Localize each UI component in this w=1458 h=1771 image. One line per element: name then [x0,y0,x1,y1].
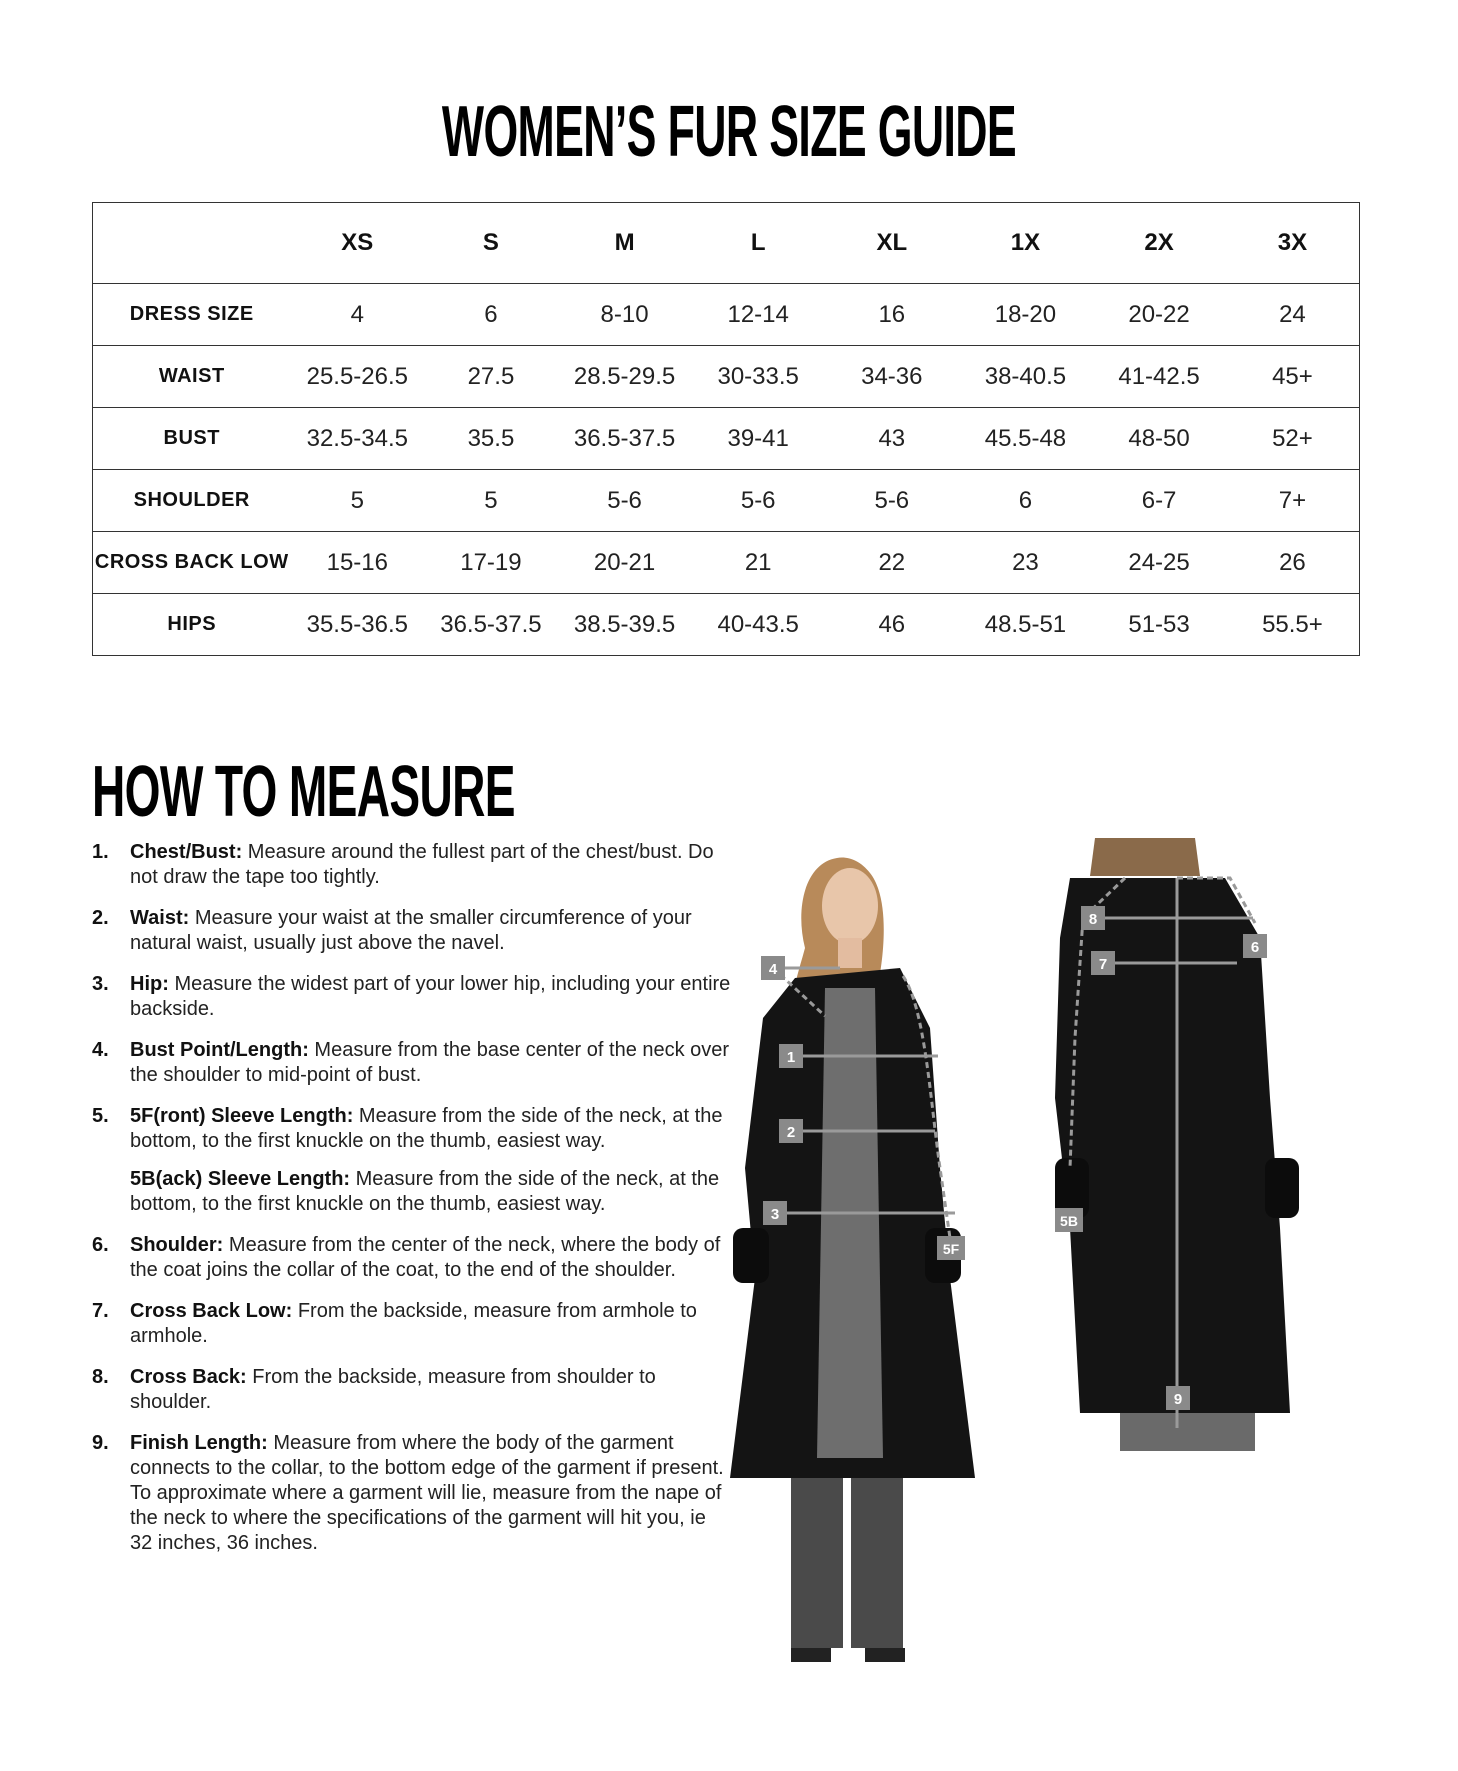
table-cell: 45+ [1226,346,1360,408]
table-cell: 25.5-26.5 [291,346,425,408]
table-cell: 32.5-34.5 [291,408,425,470]
table-cell: 48-50 [1092,408,1226,470]
table-row [93,284,1360,346]
table-cell: 21 [691,532,825,594]
table-cell: 28.5-29.5 [558,346,692,408]
step-term: Bust Point/Length: [130,1039,309,1061]
table-cell: 35.5-36.5 [291,594,425,656]
marker-9 [1166,1386,1190,1410]
table-cell: 26 [1226,532,1360,594]
column-header-xs: XS [341,229,374,256]
table-cell: 5 [291,470,425,532]
svg-text:5B: 5B [1060,1213,1078,1229]
table-cell: 51-53 [1092,594,1226,656]
row-label: HIPS [93,594,291,656]
marker-1 [779,1044,803,1068]
step-text: Measure from the base center of the neck over the shoulder to mid-point of bust. [130,1039,730,1086]
step-subitem [130,1167,732,1217]
step-term: Shoulder: [130,1234,224,1256]
step-term: Chest/Bust: [130,841,243,863]
step-term: Cross Back: [130,1366,247,1388]
column-header-s: S [482,229,499,256]
step-text: From the backside, measure from shoulder to shoulder. [130,1366,656,1413]
table-cell: 17-19 [424,532,558,594]
table-cell: 38.5-39.5 [558,594,692,656]
table-cell: 5-6 [558,470,692,532]
row-label: CROSS BACK LOW [93,532,291,594]
step-text: Measure around the fullest part of the chest/bust. Do not draw the tape too tightly. [130,841,714,888]
svg-text:3: 3 [770,1206,780,1223]
column-header-l: L [750,229,766,256]
measure-step [92,1431,732,1556]
table-cell: 6 [424,284,558,346]
measure-step [92,1233,732,1283]
table-cell: 18-20 [959,284,1093,346]
size-table-header [93,203,1360,284]
table-row [93,470,1360,532]
table-cell: 23 [959,532,1093,594]
step-term: Finish Length: [130,1432,268,1454]
table-cell: 41-42.5 [1092,346,1226,408]
table-cell: 36.5-37.5 [424,594,558,656]
svg-text:7: 7 [1098,956,1108,973]
step-term: Waist: [130,907,190,929]
table-cell: 46 [825,594,959,656]
measure-steps-list [92,840,732,1572]
svg-text:8: 8 [1088,911,1098,928]
face [822,868,878,944]
marker-5b [1055,1208,1083,1232]
coat-back [1055,878,1290,1413]
column-header-m: M [614,229,635,256]
table-cell: 48.5-51 [959,594,1093,656]
column-header [93,203,291,284]
table-cell: 27.5 [424,346,558,408]
svg-text:5F: 5F [942,1241,960,1257]
svg-text:4: 4 [768,961,778,978]
table-cell: 12-14 [691,284,825,346]
measure-step [92,906,732,956]
step-number: 2. [92,907,109,929]
column-header-1x: 1X [1010,229,1041,256]
row-label: DRESS SIZE [93,284,291,346]
table-cell: 8-10 [558,284,692,346]
table-cell: 40-43.5 [691,594,825,656]
table-cell: 43 [825,408,959,470]
step-number: 5. [92,1105,109,1127]
table-cell: 5-6 [691,470,825,532]
measurement-figure [725,838,1355,1668]
measure-step [92,1299,732,1349]
table-cell: 24-25 [1092,532,1226,594]
table-cell: 7+ [1226,470,1360,532]
table-row [93,532,1360,594]
table-cell: 36.5-37.5 [558,408,692,470]
table-cell: 16 [825,284,959,346]
table-cell: 6 [959,470,1093,532]
table-row [93,594,1360,656]
step-number: 6. [92,1234,109,1256]
table-row [93,346,1360,408]
table-cell: 35.5 [424,408,558,470]
table-cell: 34-36 [825,346,959,408]
step-text: Measure the widest part of your lower hip, including your entire backside. [130,973,731,1020]
table-cell: 22 [825,532,959,594]
step-term: Cross Back Low: [130,1300,293,1322]
step-text: Measure from where the body of the garment connects to the collar, to the bottom edge of the garment if present. To approximate where a garment will lie, measure from the nape of the neck to where the specifications of the garment will hit you, ie 32 inches, 36 inches. [130,1432,724,1554]
marker-5f [937,1236,965,1260]
measure-step [92,1104,732,1217]
row-label: SHOULDER [93,470,291,532]
marker-6 [1243,934,1267,958]
row-label: WAIST [93,346,291,408]
measure-step [92,1365,732,1415]
step-term: Hip: [130,973,169,995]
table-cell: 5 [424,470,558,532]
column-header-3x: 3X [1277,229,1308,256]
size-table-body [93,284,1360,656]
how-to-measure-heading: HOW TO MEASURE [92,752,515,832]
measure-step [92,1038,732,1088]
table-cell: 5-6 [825,470,959,532]
table-cell: 24 [1226,284,1360,346]
table-cell: 15-16 [291,532,425,594]
table-cell: 39-41 [691,408,825,470]
step-subtext: Measure from the side of the neck, at the bottom, to the first knuckle on the thumb, easiest way. [130,1168,720,1215]
page-title: WOMEN’S FUR SIZE GUIDE [441,92,1017,172]
marker-7 [1091,951,1115,975]
table-cell: 52+ [1226,408,1360,470]
size-table [92,202,1360,656]
step-number: 4. [92,1039,109,1061]
step-subterm: 5B(ack) Sleeve Length: [130,1168,351,1190]
step-number: 7. [92,1300,109,1322]
step-number: 1. [92,841,109,863]
column-header-xl: XL [876,229,908,256]
column-header-2x: 2X [1144,229,1174,256]
marker-4 [761,956,785,980]
table-cell: 55.5+ [1226,594,1360,656]
measure-step [92,840,732,890]
table-cell: 6-7 [1092,470,1226,532]
table-cell: 30-33.5 [691,346,825,408]
svg-text:2: 2 [786,1124,796,1141]
row-label: BUST [93,408,291,470]
table-cell: 38-40.5 [959,346,1093,408]
table-cell: 20-22 [1092,284,1226,346]
table-cell: 4 [291,284,425,346]
step-number: 9. [92,1432,109,1454]
step-text: Measure from the center of the neck, where the body of the coat joins the collar of the coat, to the end of the shoulder. [130,1234,721,1281]
table-row [93,408,1360,470]
step-number: 3. [92,973,109,995]
step-term: 5F(ront) Sleeve Length: [130,1105,354,1127]
svg-text:1: 1 [786,1049,796,1066]
svg-text:9: 9 [1173,1391,1183,1408]
step-number: 8. [92,1366,109,1388]
marker-8 [1081,906,1105,930]
step-text: Measure your waist at the smaller circumference of your natural waist, usually just above the navel. [130,907,692,954]
measure-step [92,972,732,1022]
step-text: From the backside, measure from armhole to armhole. [130,1300,697,1347]
table-cell: 20-21 [558,532,692,594]
table-cell: 45.5-48 [959,408,1093,470]
svg-text:6: 6 [1250,939,1260,956]
step-text: Measure from the side of the neck, at the bottom, to the first knuckle on the thumb, easiest way. [130,1105,723,1152]
marker-2 [779,1119,803,1143]
marker-3 [763,1201,787,1225]
